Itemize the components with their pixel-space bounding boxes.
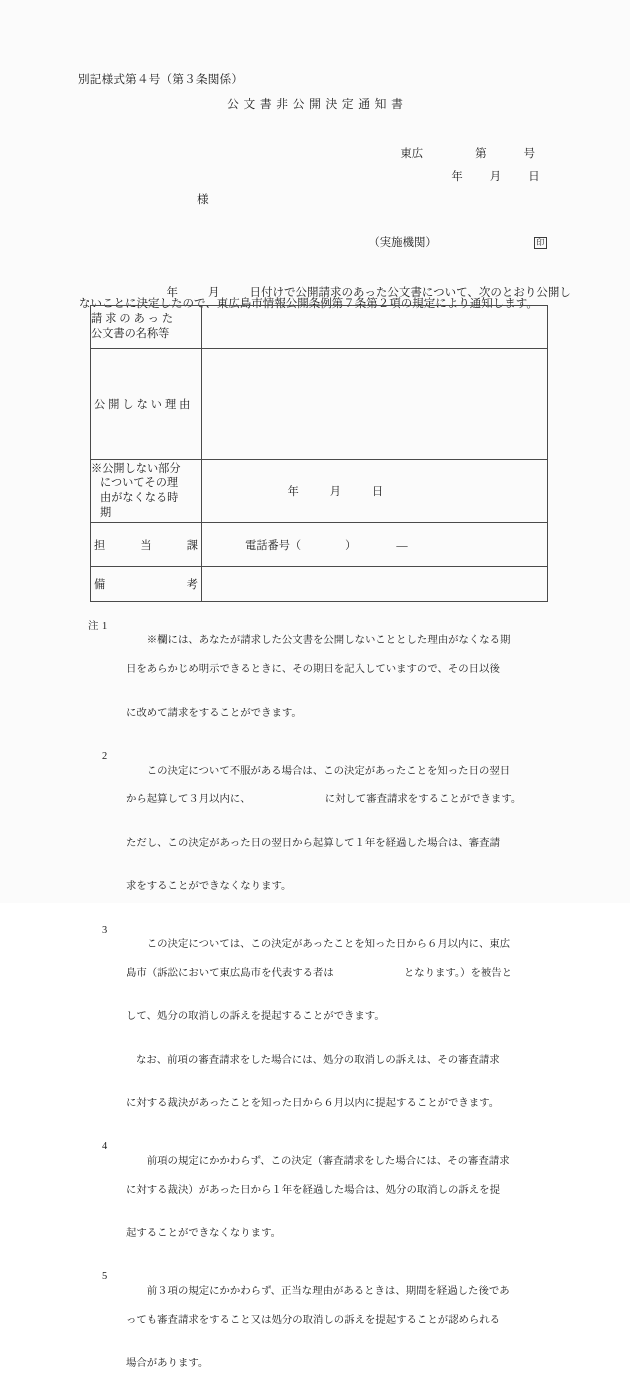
row-label-department-c: 課 xyxy=(186,539,198,552)
row-label-department xyxy=(91,523,202,567)
note-item-5 xyxy=(88,1270,558,1400)
row-value-remarks[interactable] xyxy=(202,567,548,602)
telephone-label: 電話番号 xyxy=(245,539,290,552)
request-date-month: 月 xyxy=(208,287,220,299)
row-value-reason[interactable] xyxy=(202,349,548,460)
row-label-expiry-line-4: 期 xyxy=(100,506,112,519)
note-body-1 xyxy=(126,620,558,750)
agency-label: （実施機関） xyxy=(368,237,437,249)
note-5-line-1: 前３項の規定にかかわらず、正当な理由があるときは、期間を経過した後であ xyxy=(146,1285,510,1297)
table-row xyxy=(91,523,548,567)
note-body-2 xyxy=(126,750,558,923)
row-value-document-name[interactable] xyxy=(202,306,548,349)
body-paragraph-line-2: ないことに決定したので、東広島市情報公開条例第７条第２項の規定により通知します。 xyxy=(79,298,538,310)
row-label-reason-text: 公開しない理由 xyxy=(94,399,194,411)
number-dai: 第 xyxy=(475,148,487,160)
row-label-expiry-line-3: 由がなくなる時 xyxy=(100,492,179,504)
row-label-reason xyxy=(91,349,202,460)
row-label-remarks-a: 備 xyxy=(94,579,106,591)
row-label-department-b: 当 xyxy=(140,539,152,552)
issue-date-month: 月 xyxy=(489,171,502,183)
number-gou: 号 xyxy=(523,148,535,160)
note-body-5 xyxy=(126,1270,558,1400)
row-value-expiry[interactable] xyxy=(202,460,548,523)
notes-marker: 注 xyxy=(88,621,99,632)
row-label-document-name xyxy=(91,306,202,349)
note-1-line-1: ※欄には、あなたが請求した公文書を公開しないこととした理由がなくなる期 xyxy=(146,635,511,647)
note-number-5: 5 xyxy=(102,1271,108,1283)
row-label-line-1: 請求のあった xyxy=(91,313,177,326)
issue-date-day: 日 xyxy=(528,171,540,183)
note-2-line-2b: に対して審査請求をすることができます。 xyxy=(324,794,522,806)
row-label-line-2: 公文書の名称等 xyxy=(91,328,170,340)
issue-date-line xyxy=(440,156,540,196)
note-2-line-2 xyxy=(126,793,558,807)
telephone-paren-open: （ xyxy=(289,539,302,552)
note-5-line-2: っても審査請求をすること又は処分の取消しの訴えを提起することが認められる xyxy=(126,1314,501,1326)
note-4-line-1: 前項の規定にかかわらず、この決定（審査請求をした場合には、その審査請求 xyxy=(146,1155,510,1167)
row-label-department-a: 担 xyxy=(94,539,106,552)
note-3-line-2 xyxy=(126,967,558,981)
note-3-line-1: この決定については、この決定があったことを知った日から６月以内に、東広 xyxy=(146,938,511,950)
notes-section xyxy=(88,620,558,1400)
table-row xyxy=(91,460,548,523)
note-3-line-5: に対する裁決があったことを知った日から６月以内に提起することができます。 xyxy=(126,1097,500,1109)
note-number-2: 2 xyxy=(102,751,108,763)
note-3-line-3: して、処分の取消しの訴えを提起することができます。 xyxy=(126,1011,385,1023)
row-label-expiry-line-2: についてその理 xyxy=(100,477,179,490)
note-body-4 xyxy=(126,1140,558,1270)
note-2-line-3: ただし、この決定があった日の翌日から起算して１年を経過した場合は、審査請 xyxy=(126,837,500,849)
issuing-agency-line xyxy=(357,222,547,262)
note-item-4 xyxy=(88,1140,558,1270)
note-3-line-2a: 島市（訴訟において東広島市を代表する者は xyxy=(126,967,334,979)
note-number-1: 1 xyxy=(102,621,108,632)
addressee-honorific: 様 xyxy=(197,193,209,206)
note-4-line-2: に対する裁決）があった日から１年を経過した場合は、処分の取消しの訴えを提 xyxy=(126,1184,500,1196)
row-value-department[interactable] xyxy=(202,523,548,567)
note-item-2 xyxy=(88,750,558,923)
request-date-year: 年 xyxy=(166,287,178,299)
row-label-expiry xyxy=(91,460,202,523)
note-2-line-1: この決定について不服がある場合は、この決定があったことを知った日の翌日 xyxy=(146,765,511,777)
form-code-label: 別記様式第４号（第３条関係） xyxy=(78,73,244,86)
row-label-expiry-line-1: ※公開しない部分 xyxy=(91,462,181,475)
note-4-line-3: 起することができなくなります。 xyxy=(126,1228,282,1240)
decision-form-table xyxy=(90,305,548,602)
note-3-line-2b: となります。）を被告と xyxy=(403,967,513,979)
expiry-day: 日 xyxy=(371,486,384,498)
note-1-line-3: に改めて請求をすることができます。 xyxy=(126,707,302,719)
number-prefix: 東広 xyxy=(400,148,424,160)
note-1-line-2: 日をあらかじめ明示できるときに、その期日を記入していますので、その日以後 xyxy=(126,664,500,676)
document-title: 公文書非公開決定通知書 xyxy=(227,97,408,111)
expiry-year: 年 xyxy=(287,486,299,498)
note-number-3: 3 xyxy=(102,924,108,936)
table-row xyxy=(91,349,548,460)
telephone-dash: ― xyxy=(396,539,408,552)
issue-date-year: 年 xyxy=(451,171,463,183)
note-2-line-4: 求をすることができなくなります。 xyxy=(126,881,292,893)
note-2-line-2a: から起算して３月以内に、 xyxy=(126,794,251,806)
table-row xyxy=(91,567,548,602)
row-label-remarks-b: 考 xyxy=(186,579,198,591)
note-5-line-3: 場合があります。 xyxy=(126,1358,209,1370)
seal-icon: 印 xyxy=(534,237,547,249)
note-item-3 xyxy=(88,924,558,1141)
note-body-3 xyxy=(126,924,558,1141)
telephone-paren-close: ） xyxy=(345,539,357,552)
body-line-1-text: 日付けで公開請求のあった公文書について、次のとおり公開し xyxy=(249,287,571,299)
row-label-remarks xyxy=(91,567,202,602)
note-item-1 xyxy=(88,620,558,750)
table-row xyxy=(91,306,548,349)
note-number-4: 4 xyxy=(102,1141,108,1153)
expiry-month: 月 xyxy=(329,486,341,498)
note-3-line-4: なお、前項の審査請求をした場合には、処分の取消しの訴えは、その審査請求 xyxy=(136,1054,500,1066)
